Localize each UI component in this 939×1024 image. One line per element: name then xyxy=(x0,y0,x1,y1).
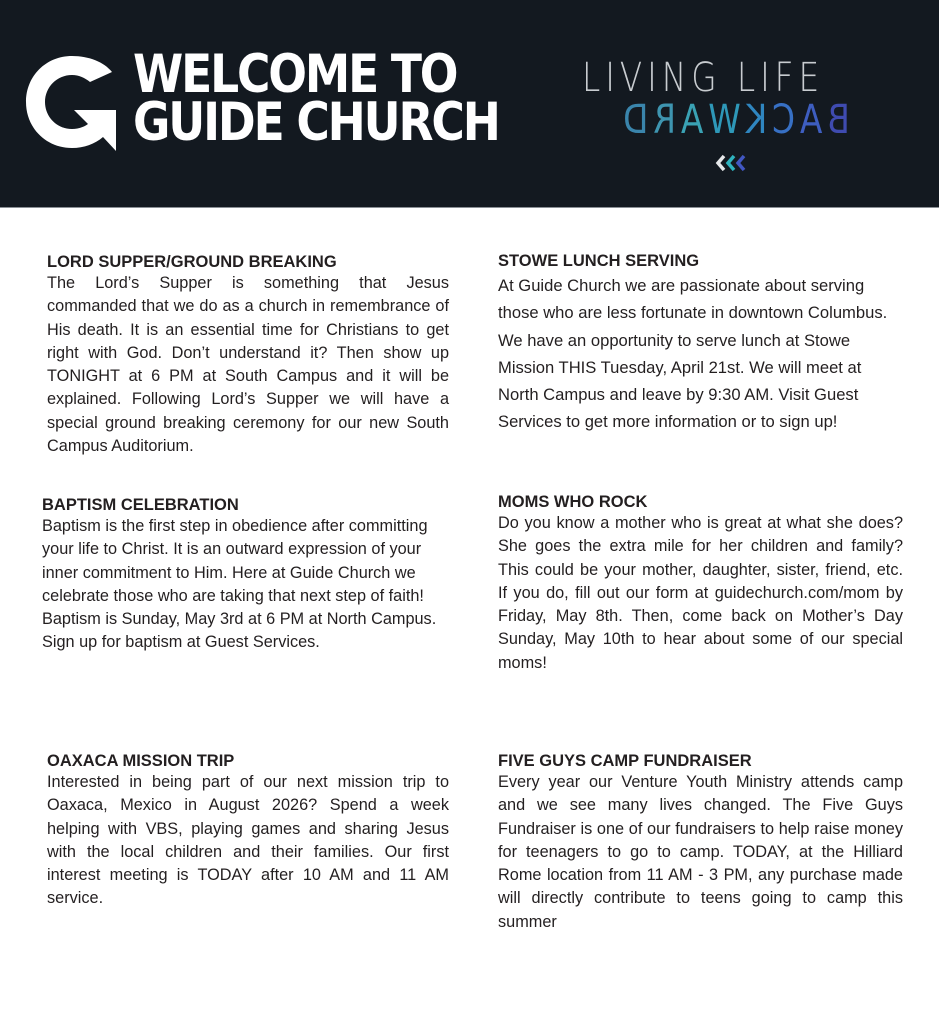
section-title: FIVE GUYS CAMP FUNDRAISER xyxy=(498,752,752,770)
section-title: BAPTISM CELEBRATION xyxy=(42,496,239,514)
section-body: The Lord’s Supper is something that Jesus commanded that we do as a church in remembrance of His death. It is an essential time for Christians to get right with God. Don’t understand it? Then show up TONIGHT at 6 PM at South Campus and it will be explained. Following Lord’s Supper we will have a special ground breaking ceremony for our new South Campus Auditorium. xyxy=(47,274,449,456)
section-five-guys xyxy=(498,751,903,934)
section-oaxaca-mission xyxy=(47,751,449,911)
section-body: Every year our Venture Youth Ministry attends camp and we see many lives changed. The Five Guys Fundraiser is one of our fundraisers to help raise money for teenagers to go to camp. TODAY, at the Hilliard Rome location from 11 AM - 3 PM, any purchase made will directly contribute to teens going to camp this summer xyxy=(498,773,903,931)
section-title: MOMS WHO ROCK xyxy=(498,493,648,511)
section-title: LORD SUPPER/GROUND BREAKING xyxy=(47,253,337,271)
guide-church-g-logo-icon xyxy=(22,52,122,152)
tagline-backward-mirrored xyxy=(586,97,881,143)
section-body: At Guide Church we are passionate about serving those who are less fortunate in downtown Columbus. We have an opportunity to serve lunch at Stowe Mission THIS Tuesday, April 21st. We will meet at North Campus and leave by 9:30 AM. Visit Guest Services to get more information or to sign up! xyxy=(498,276,888,432)
chevron-left-icon xyxy=(728,156,734,170)
tagline-letter: D xyxy=(618,97,649,143)
tagline-letter: A xyxy=(676,97,704,143)
section-body: Do you know a mother who is great at what she does? She goes the extra mile for her children and family? This could be your mother, daughter, sister, friend, etc. If you do, fill out our form at guidechurch.com/mom by Friday, May 8th. Then, come back on Mother’s Day Sunday, May 10th to hear about some of our special moms! xyxy=(498,514,903,672)
section-baptism xyxy=(42,495,452,655)
tagline-logo xyxy=(582,55,892,143)
tagline-letter: R xyxy=(648,97,677,143)
triple-chevron-left-icon xyxy=(715,153,755,173)
section-lord-supper xyxy=(47,252,449,458)
section-moms-who-rock xyxy=(498,492,903,675)
section-body: Baptism is the first step in obedience after committing your life to Christ. It is an outward expression of your inner commitment to Him. Here at Guide Church we celebrate those who are taking that next step of faith! Baptism is Sunday, May 3rd at 6 PM at North Campus. Sign up for baptism at Guest Services. xyxy=(42,517,437,652)
tagline-letter: W xyxy=(703,97,741,143)
welcome-title-line1: WELCOME TO xyxy=(133,44,457,105)
chevron-left-icon xyxy=(718,156,724,170)
tagline-letter: C xyxy=(767,97,796,143)
tagline-living-life: LIVING LIFE xyxy=(582,55,825,101)
section-title: STOWE LUNCH SERVING xyxy=(498,252,700,270)
tagline-letter: A xyxy=(795,97,823,143)
welcome-title-line2: GUIDE CHURCH xyxy=(133,92,499,153)
chevron-left-icon xyxy=(738,156,744,170)
welcome-title xyxy=(133,44,499,153)
header-banner xyxy=(0,0,939,208)
tagline-letter: K xyxy=(740,97,768,143)
section-body: Interested in being part of our next mission trip to Oaxaca, Mexico in August 2026? Spend a week helping with VBS, playing games and sharing Jesus with the local children and their families. Our first interest meeting is TODAY after 10 AM and 11 AM service. xyxy=(47,773,449,908)
section-stowe-lunch xyxy=(498,251,898,436)
section-title: OAXACA MISSION TRIP xyxy=(47,752,235,770)
tagline-letter: B xyxy=(822,97,850,143)
